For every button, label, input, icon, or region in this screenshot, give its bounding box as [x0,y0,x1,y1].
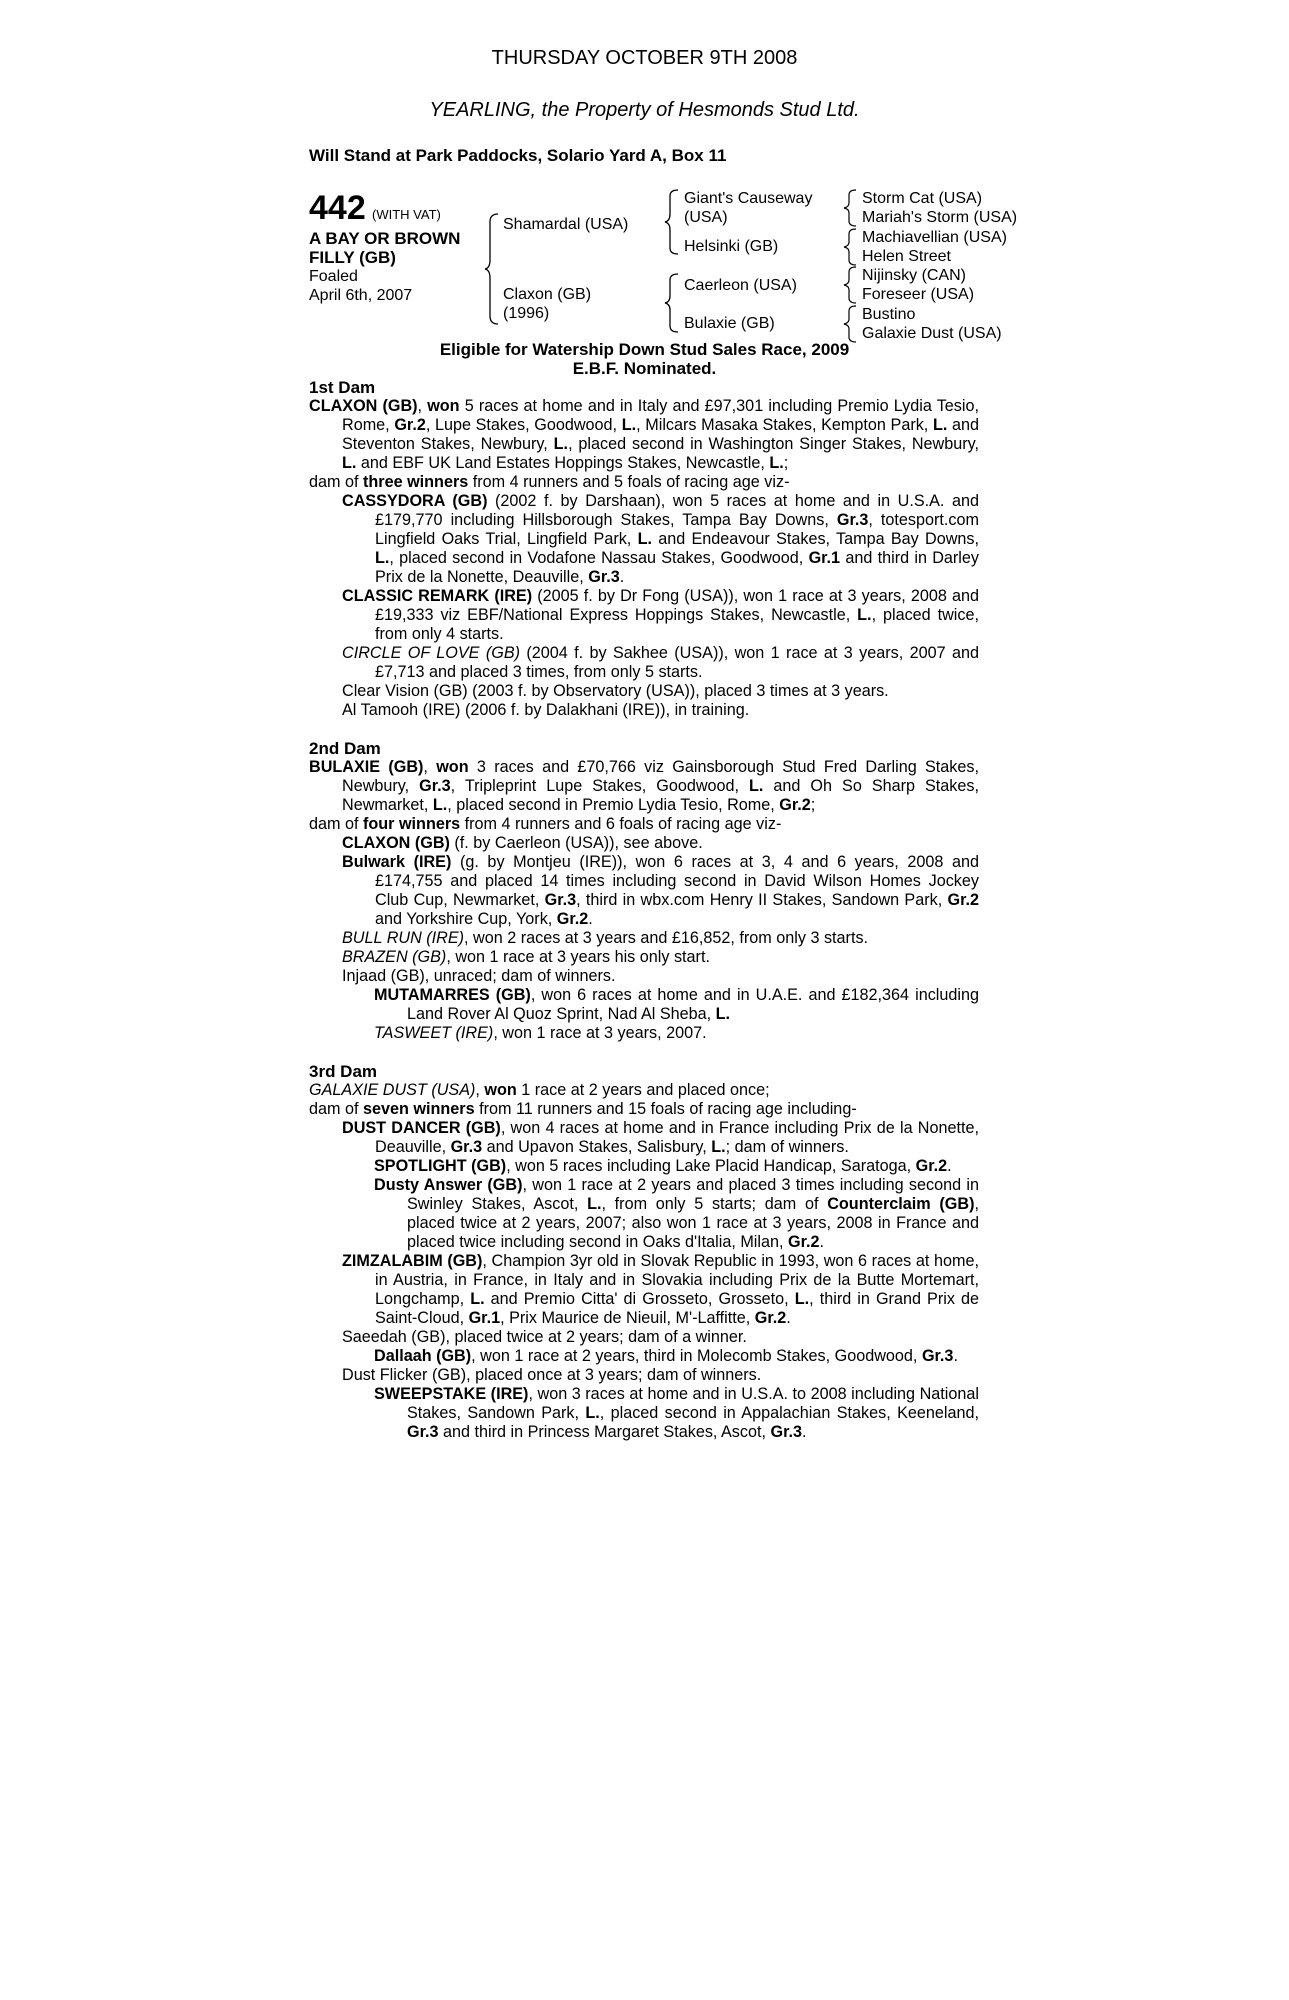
pedigree-brace-sire [664,188,680,256]
third-dam-heading: 3rd Dam [309,1062,378,1081]
first-dam-heading: 1st Dam [309,378,376,397]
pedigree-notes [309,378,979,1442]
produce-entry: ZIMZALABIM (GB), Champion 3yr old in Slovak Republic in 1993, won 6 races at home, in Austria, in France, in Italy and in Slovakia including Prix de la Butte Mortemart, Longchamp, L. and Premio Citta' di Grosseto, Grosseto, L., third in Grand Prix de Saint-Cloud, Gr.1, Prix Maurice de Nieuil, M'-Laffitte, Gr.2. [342,1252,980,1327]
produce-entry: Al Tamooh (IRE) (2006 f. by Dalakhani (IRE)), in training. [342,701,750,719]
horse-name: SWEEPSTAKE (IRE) [374,1385,529,1403]
pedigree-sire-dam: Helsinki (GB) [684,238,779,255]
horse-name: ZIMZALABIM (GB) [342,1252,483,1270]
second-dam-record: BULAXIE (GB), won 3 races and £70,766 viz Gainsborough Stud Fred Darling Stakes, Newbury, Gr.3, Tripleprint Lupe Stakes, Goodwood, L. and Oh So Sharp Stakes, Newmarket, L., placed second in Premio Lydia Tesio, Rome, Gr.2; [309,758,979,814]
horse-name: BRAZEN (GB) [342,948,447,966]
produce-entry: CASSYDORA (GB) (2002 f. by Darshaan), won 5 races at home and in U.S.A. and £179,770 including Hillsborough Stakes, Tampa Bay Downs, Gr.3, totesport.com Lingfield Oaks Trial, Lingfield Park, L. and Endeavour Stakes, Tampa Bay Downs, L., placed second in Vodafone Nassau Stakes, Goodwood, Gr.1 and third in Darley Prix de la Nonette, Deauville, Gr.3. [342,492,980,586]
horse-name: TASWEET (IRE) [374,1024,494,1042]
horse-name: SPOTLIGHT (GB) [374,1157,507,1175]
pedigree-brace-main [484,212,500,326]
produce-entry: TASWEET (IRE), won 1 race at 3 years, 2007. [374,1024,707,1042]
foaled-date: April 6th, 2007 [309,287,413,304]
horse-name: GALAXIE DUST (USA) [309,1081,476,1099]
produce-entry: Saeedah (GB), placed twice at 2 years; dam of a winner. [342,1328,747,1346]
produce-entry: SPOTLIGHT (GB), won 5 races including Lake Placid Handicap, Saratoga, Gr.2. [374,1157,952,1175]
first-dam-produce-summary: dam of three winners from 4 runners and 5 foals of racing age viz- [309,473,790,491]
horse-name: Dusty Answer (GB) [374,1176,523,1194]
produce-entry: Injaad (GB), unraced; dam of winners. [342,967,616,985]
produce-entry: MUTAMARRES (GB), won 6 races at home and in U.A.E. and £182,364 including Land Rover Al Quoz Sprint, Nad Al Sheba, L. [374,986,979,1023]
horse-name: DUST DANCER (GB) [342,1119,501,1137]
pedigree-dd-dam: Galaxie Dust (USA) [862,325,1002,342]
second-dam-heading: 2nd Dam [309,739,381,758]
ebf-note: E.B.F. Nominated. [572,359,717,378]
horse-name: BULAXIE (GB) [309,758,424,776]
produce-entry: CLAXON (GB) (f. by Caerleon (USA)), see above. [342,834,703,852]
produce-entry: Clear Vision (GB) (2003 f. by Observatory (USA)), placed 3 times at 3 years. [342,682,889,700]
pedigree-dam-dam: Bulaxie (GB) [684,315,775,332]
pedigree-ss-sire: Storm Cat (USA) [862,190,983,207]
horse-name: Dallaah (GB) [374,1347,472,1365]
pedigree-dam: Claxon (GB) (1996) [503,286,592,322]
pedigree-ds-dam: Foreseer (USA) [862,286,975,303]
pedigree-brace-ds [842,265,858,305]
produce-entry: BRAZEN (GB), won 1 race at 3 years his only start. [342,948,710,966]
third-dam-produce-summary: dam of seven winners from 11 runners and 15 foals of racing age including- [309,1100,857,1118]
pedigree-brace-ss [842,188,858,228]
pedigree-dd-sire: Bustino [862,306,916,323]
pedigree-brace-dam [664,272,680,334]
produce-entry: Bulwark (IRE) (g. by Montjeu (IRE)), won 6 races at 3, 4 and 6 years, 2008 and £174,755 and placed 14 times including second in David Wilson Homes Jockey Club Cup, Newmarket, Gr.3, third in wbx.com Henry II Stakes, Sandown Park, Gr.2 and Yorkshire Cup, York, Gr.2. [342,853,979,928]
horse-name: BULL RUN (IRE) [342,929,465,947]
horse-name: CASSYDORA (GB) [342,492,488,510]
horse-name: CLASSIC REMARK (IRE) [342,587,533,605]
produce-entry: CIRCLE OF LOVE (GB) (2004 f. by Sakhee (USA)), won 1 race at 3 years, 2007 and £7,713 and placed 3 times, from only 5 starts. [342,644,979,681]
horse-name: Bulwark (IRE) [342,853,452,871]
pedigree-brace-sd [842,227,858,267]
lot-vendor: YEARLING, the Property of Hesmonds Stud Ltd. [429,99,860,121]
foaled-label: Foaled [309,268,358,285]
horse-name: CIRCLE OF LOVE (GB) [342,644,521,662]
pedigree-sire: Shamardal (USA) [503,216,629,233]
horse-name: CLAXON (GB) [342,834,450,852]
pedigree-brace-dd [842,304,858,344]
produce-entry: DUST DANCER (GB), won 4 races at home and in France including Prix de la Nonette, Deauville, Gr.3 and Upavon Stakes, Salisbury, L.; dam of winners. [342,1119,979,1156]
pedigree-sd-dam: Helen Street [862,248,951,265]
stabling-location: Will Stand at Park Paddocks, Solario Yard A, Box 11 [309,146,727,165]
produce-entry: SWEEPSTAKE (IRE), won 3 races at home and in U.S.A. to 2008 including National Stakes, Sandown Park, L., placed second in Appalachian Stakes, Keeneland, Gr.3 and third in Princess Margaret Stakes, Ascot, Gr.3. [374,1385,979,1441]
pedigree-ss-dam: Mariah's Storm (USA) [862,209,1018,226]
first-dam-record: CLAXON (GB), won 5 races at home and in Italy and £97,301 including Premio Lydia Tesio, Rome, Gr.2, Lupe Stakes, Goodwood, L., Milcars Masaka Stakes, Kempton Park, L. and Steventon Stakes, Newbury, L., placed second in Washington Singer Stakes, Newbury, L. and EBF UK Land Estates Hoppings Stakes, Newcastle, L.; [309,397,979,472]
lot-number: 442 [309,189,366,227]
pedigree-sd-sire: Machiavellian (USA) [862,229,1007,246]
vat-note: (WITH VAT) [372,207,441,222]
pedigree-dam-sire: Caerleon (USA) [684,277,797,294]
third-dam-record: GALAXIE DUST (USA), won 1 race at 2 years and placed once; [309,1081,770,1099]
horse-name: CLAXON (GB) [309,397,418,415]
eligibility-note: Eligible for Watership Down Stud Sales Race, 2009 [439,340,850,359]
foaled-info [309,267,449,305]
horse-name: MUTAMARRES (GB) [374,986,531,1004]
produce-entry: Dallaah (GB), won 1 race at 2 years, third in Molecomb Stakes, Goodwood, Gr.3. [374,1347,958,1365]
lot-description: A BAY OR BROWN FILLY (GB) [309,229,461,267]
produce-entry: BULL RUN (IRE), won 2 races at 3 years and £16,852, from only 3 starts. [342,929,869,947]
second-dam-produce-summary: dam of four winners from 4 runners and 6 foals of racing age viz- [309,815,782,833]
produce-entry: CLASSIC REMARK (IRE) (2005 f. by Dr Fong (USA)), won 1 race at 3 years, 2008 and £19,333 viz EBF/National Express Hoppings Stakes, Newcastle, L., placed twice, from only 4 starts. [342,587,979,643]
pedigree-ds-sire: Nijinsky (CAN) [862,267,966,284]
produce-entry: Dust Flicker (GB), placed once at 3 years; dam of winners. [342,1366,762,1384]
produce-entry: Dusty Answer (GB), won 1 race at 2 years and placed 3 times including second in Swinley Stakes, Ascot, L., from only 5 starts; dam of Counterclaim (GB), placed twice at 2 years, 2007; also won 1 race at 3 years, 2008 in France and placed twice including second in Oaks d'Italia, Milan, Gr.2. [374,1176,979,1251]
sale-date: THURSDAY OCTOBER 9TH 2008 [491,47,798,69]
pedigree-sire-sire: Giant's Causeway (USA) [684,190,813,226]
